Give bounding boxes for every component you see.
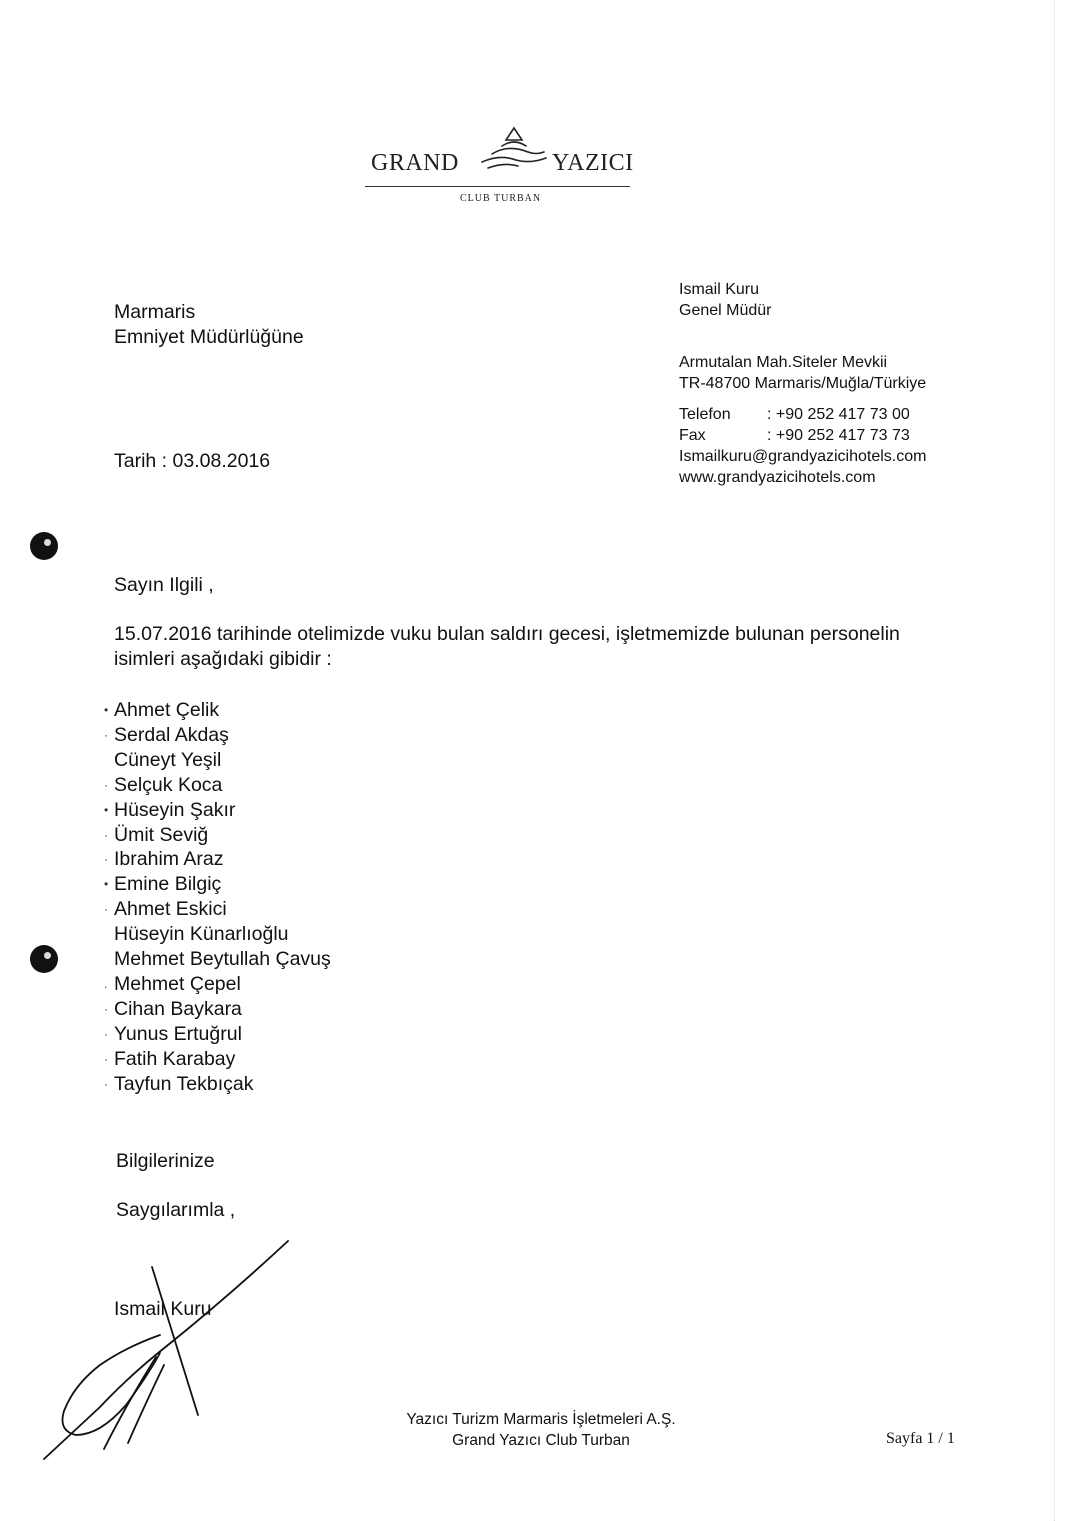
brand-right: YAZICI (552, 150, 634, 176)
fax-row (679, 425, 926, 446)
footer (376, 1409, 706, 1451)
check-mark-icon: · (104, 902, 108, 917)
personnel-name: Hüseyin Künarlıoğlu (114, 923, 289, 946)
handwritten-signature (30, 1235, 300, 1470)
sender-address-1: Armutalan Mah.Siteler Mevkii (679, 354, 888, 371)
personnel-name: Ahmet Eskici (114, 898, 227, 921)
personnel-name: Ümit Seviğ (114, 823, 209, 846)
sender-website: www.grandyazicihotels.com (679, 469, 876, 486)
phone-row (679, 404, 926, 425)
letter-date: Tarih : 03.08.2016 (114, 450, 271, 472)
check-mark-icon: . (104, 976, 108, 991)
fax-value: : +90 252 417 73 73 (767, 427, 910, 444)
check-mark-icon: · (104, 1001, 108, 1016)
personnel-item (104, 723, 331, 748)
personnel-item (104, 1047, 331, 1072)
salutation: Sayın Ilgili , (114, 574, 214, 596)
punch-hole-bottom (30, 945, 58, 973)
closing-regards: Saygılarımla , (116, 1199, 236, 1221)
check-mark-icon: · (104, 827, 108, 842)
personnel-item (104, 922, 331, 947)
check-mark-icon: · (104, 1051, 108, 1066)
fax-label: Fax (679, 427, 706, 444)
personnel-name: Fatih Karabay (114, 1047, 236, 1070)
personnel-item (104, 997, 331, 1022)
personnel-name: Ahmet Çelik (114, 699, 220, 721)
personnel-item (104, 798, 331, 823)
sender-name: Ismail Kuru (679, 281, 760, 298)
personnel-name: Selçuk Koca (114, 773, 223, 796)
personnel-item (104, 872, 331, 897)
personnel-name: Cihan Baykara (114, 997, 242, 1020)
recipient-city: Marmaris (114, 301, 196, 323)
phone-value: : +90 252 417 73 00 (767, 406, 910, 423)
personnel-item (104, 847, 331, 872)
personnel-name: Hüseyin Şakır (114, 798, 236, 821)
body-line-1: 15.07.2016 tarihinde otelimizde vuku bulan saldırı gecesi, işletmemizde bulunan personelin (114, 623, 900, 645)
personnel-item (104, 823, 331, 848)
personnel-item (104, 947, 331, 972)
personnel-name: Yunus Ertuğrul (114, 1022, 242, 1045)
check-mark-icon: • (104, 877, 109, 892)
closing-info: Bilgilerinize (116, 1150, 215, 1172)
check-mark-icon: · (104, 852, 108, 867)
personnel-item (104, 773, 331, 798)
personnel-item (104, 972, 331, 997)
personnel-item (104, 1022, 331, 1047)
check-mark-icon: · (104, 777, 108, 792)
personnel-name: Serdal Akdaş (114, 723, 229, 746)
punch-hole-top (30, 532, 58, 560)
personnel-item (104, 698, 331, 723)
logo-tree-icon (478, 126, 550, 174)
personnel-name: Cüneyt Yeşil (114, 748, 222, 771)
scan-edge (1054, 0, 1056, 1521)
sender-block (679, 279, 926, 488)
check-mark-icon: · (104, 1026, 108, 1041)
check-mark-icon: • (104, 802, 109, 817)
brand-sub: CLUB TURBAN (460, 193, 542, 204)
brand-left: GRAND (371, 150, 459, 176)
footer-hotel: Grand Yazıcı Club Turban (452, 1432, 630, 1449)
personnel-name: Mehmet Beytullah Çavuş (114, 948, 331, 971)
check-mark-icon: · (104, 727, 108, 742)
personnel-name: Mehmet Çepel (114, 972, 241, 995)
sender-title: Genel Müdür (679, 302, 772, 319)
personnel-name: Ibrahim Araz (114, 848, 224, 871)
check-mark-icon: · (104, 1076, 108, 1091)
page-number: Sayfa 1 / 1 (886, 1430, 955, 1447)
check-mark-icon: • (104, 703, 109, 717)
personnel-item (104, 748, 331, 773)
personnel-item (104, 897, 331, 922)
personnel-name: Emine Bilgiç (114, 873, 222, 896)
footer-company: Yazıcı Turizm Marmaris İşletmeleri A.Ş. (406, 1411, 676, 1428)
body-line-2: isimleri aşağıdaki gibidir : (114, 648, 332, 670)
personnel-name: Tayfun Tekbıçak (114, 1072, 254, 1095)
sender-email: Ismailkuru@grandyazicihotels.com (679, 448, 927, 465)
sender-address-2: TR-48700 Marmaris/Muğla/Türkiye (679, 375, 927, 392)
personnel-item (104, 1072, 331, 1097)
personnel-list (104, 698, 331, 1097)
phone-label: Telefon (679, 406, 731, 423)
signature-name: Ismail Kuru (114, 1298, 212, 1320)
recipient-office: Emniyet Müdürlüğüne (114, 326, 304, 348)
logo-divider (365, 186, 630, 187)
